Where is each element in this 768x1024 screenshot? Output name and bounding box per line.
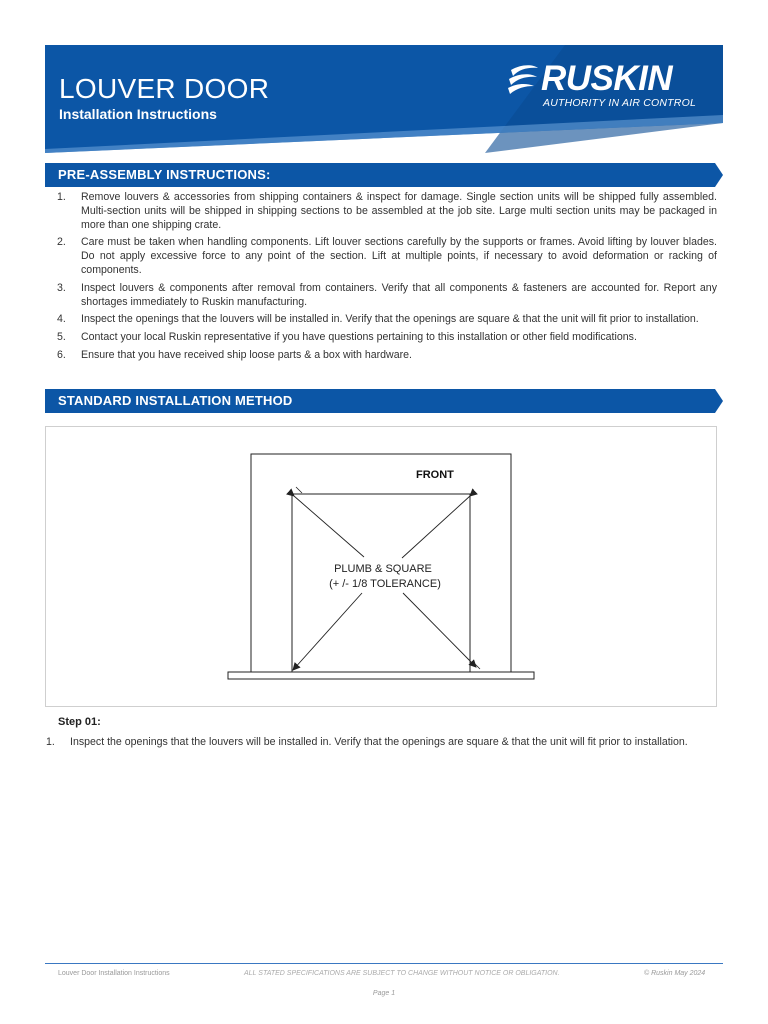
standard-method-section-bar bbox=[45, 389, 723, 413]
footer-copyright: © Ruskin May 2024 bbox=[644, 970, 706, 977]
tolerance-label: (+ /- 1/8 TOLERANCE) bbox=[329, 578, 441, 590]
logo-swirl-icon bbox=[507, 62, 539, 96]
item-number: 1. bbox=[57, 191, 66, 203]
list-item bbox=[57, 236, 717, 277]
step-number: 1. bbox=[46, 736, 55, 748]
document-title: LOUVER DOOR bbox=[59, 73, 270, 104]
item-text: Ensure that you have received ship loose parts & a box with hardware. bbox=[81, 348, 412, 361]
footer-doc-title: Louver Door Installation Instructions bbox=[58, 970, 170, 977]
pre-assembly-list bbox=[57, 191, 717, 367]
item-text: Inspect the openings that the louvers will be installed in. Verify that the openings are square & that the unit will fit prior to installation. bbox=[81, 313, 699, 326]
logo-wordmark: RUSKIN bbox=[541, 59, 673, 98]
list-item bbox=[57, 331, 717, 345]
diagonal-line bbox=[402, 496, 470, 558]
item-text: Inspect louvers & components after removal from containers. Verify that all components & fasteners are accounted for. Report any shortages immediately to Ruskin manufacturing. bbox=[81, 281, 717, 308]
sill bbox=[228, 672, 534, 679]
footer-divider bbox=[45, 963, 723, 964]
step-text: Inspect the openings that the louvers will be installed in. Verify that the openings are square & that the unit will fit prior to installation. bbox=[70, 736, 688, 748]
document-subtitle: Installation Instructions bbox=[59, 106, 217, 122]
item-number: 3. bbox=[57, 281, 66, 294]
item-number: 4. bbox=[57, 313, 66, 326]
standard-method-heading: STANDARD INSTALLATION METHOD bbox=[58, 393, 293, 408]
item-text: Remove louvers & accessories from shipping containers & inspect for damage. Single section units will be shipped fully assembled. Multi-section units will be shipped in shipping sections to be assembled at the job site. Large multi section units may be packaged in more than one shipping crate. bbox=[81, 191, 717, 231]
plumb-square-drawing bbox=[46, 427, 716, 706]
pre-assembly-section-bar bbox=[45, 163, 723, 187]
item-text: Contact your local Ruskin representative if you have questions pertaining to this installation or other field modifications. bbox=[81, 331, 637, 344]
pre-assembly-heading: PRE-ASSEMBLY INSTRUCTIONS: bbox=[58, 167, 271, 182]
header-banner bbox=[45, 45, 723, 153]
list-item bbox=[57, 313, 717, 327]
list-item bbox=[57, 191, 717, 232]
logo-tagline: AUTHORITY IN AIR CONTROL bbox=[543, 97, 696, 109]
diagonal-line bbox=[403, 593, 476, 667]
diagonal-line bbox=[294, 496, 364, 557]
diagonal-line bbox=[293, 593, 362, 670]
list-item bbox=[57, 282, 717, 310]
list-item bbox=[57, 349, 717, 363]
page-number: Page 1 bbox=[372, 990, 396, 997]
step-body bbox=[46, 735, 718, 749]
item-text: Care must be taken when handling components. Lift louver sections carefully by the supports or frames. Avoid lifting by louver blades. Do not apply excessive force to any point of the section. Lift at multiple points, if necessary to avoid deformation or racking of components. bbox=[81, 236, 717, 276]
footer-disclaimer: ALL STATED SPECIFICATIONS ARE SUBJECT TO CHANGE WITHOUT NOTICE OR OBLIGATION. bbox=[244, 970, 560, 977]
plumb-square-label: PLUMB & SQUARE bbox=[334, 563, 432, 575]
installation-diagram bbox=[45, 426, 717, 707]
ruskin-logo bbox=[507, 60, 707, 112]
front-label: FRONT bbox=[416, 469, 454, 481]
item-number: 2. bbox=[57, 236, 66, 249]
item-number: 6. bbox=[57, 348, 66, 361]
item-number: 5. bbox=[57, 331, 66, 344]
step-heading: Step 01: bbox=[58, 716, 101, 728]
